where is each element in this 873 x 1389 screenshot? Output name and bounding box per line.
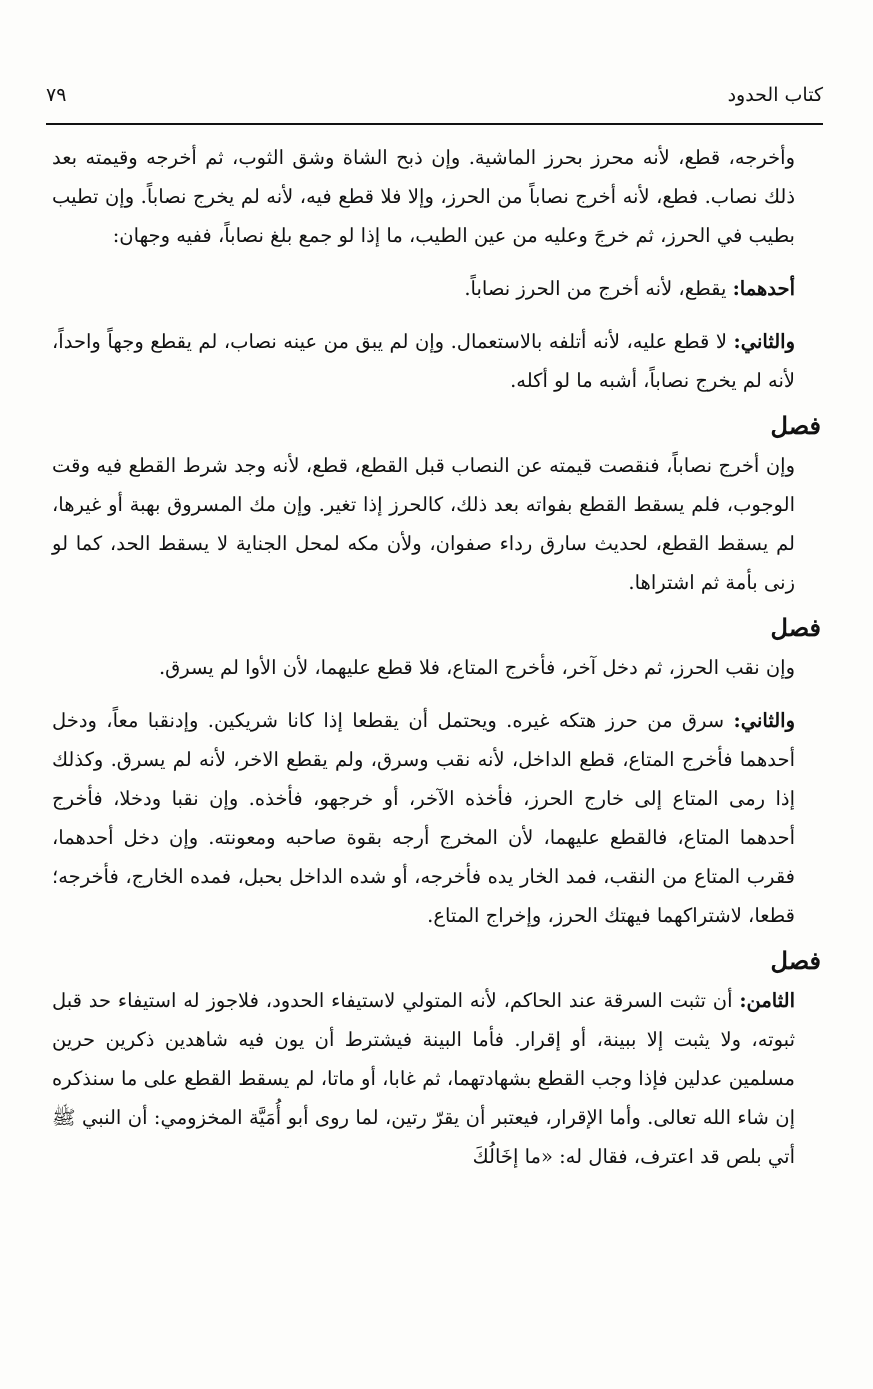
paragraph-5: وإن نقب الحرز، ثم دخل آخر، فأخرج المتاع، فلا قطع عليهما، لأن الأوا لم يسرق. xyxy=(158,656,795,679)
paragraph-2-lead: أحدهما: xyxy=(732,277,795,300)
paragraph-6-text: سرق من حرز هتكه غيره. ويحتمل أن يقطعا إذا كانا شريكين. وإدنقبا معاً، ودخل أحدهما فأخرج المتاع، قطع الداخل، لأنه نقب وسرق، ولم يقطع الاخر، لأنه لم يسرق. وكذلك إذا رمى المتاع إلى خارج الحرز، فأخذه الآخر، أو خرجهو، فأخذه. وإن نقبا ودخلا، فأخرج أحدهما المتاع، فالقطع عليهما، لأن المخرج أرجه بقوة صاحبه ومعونته. وإن دخل أحدهما، فقرب المتاع من النقب، فمد الخار يده فأخرجه، أو شده الداخل بحبل، فمده الخارج، فأخرجه؛ قطعا، لاشتراكهما فيهتك الحرز، وإخراج المتاع. xyxy=(52,709,795,927)
section-heading-1: فصل xyxy=(770,411,821,440)
paragraph-2 xyxy=(52,269,821,308)
section-heading-2: فصل xyxy=(770,613,821,642)
paragraph-7 xyxy=(52,981,821,1176)
paragraph-1: وأخرجه، قطع، لأنه محرز بحرز الماشية. وإن ذبح الشاة وشق الثوب، ثم أخرجه وقيمته بعد ذلك نصاب. فطع، لأنه أخرج نصاباً من الحرز، وإلا فلا قطع فيه، لأنه لم يخرج نصاباً. وإن تطيب بطيب في الحرز، ثم خرجَ وعليه من عين الطيب، ما إذا لو جمع بلغ نصاباً، ففيه وجهان: xyxy=(52,146,795,247)
paragraph-6 xyxy=(52,701,821,935)
paragraph-4: وإن أخرج نصاباً، فنقصت قيمته عن النصاب قبل القطع، قطع، لأنه وجد شرط القطع فيه وقت الوجوب، فلم يسقط القطع بفواته بعد ذلك، كالحرز إذا تغير. وإن مك المسروق بهبة أو غيرها، لم يسقط القطع، لحديث سارق رداء صفوان، ولأن مكه لمحل الجناية لا يسقط الحد، كما لو زنى بأمة ثم اشتراها. xyxy=(52,454,795,594)
paragraph-6-lead: والثاني: xyxy=(733,709,795,732)
paragraph-3-text: لا قطع عليه، لأنه أتلفه بالاستعمال. وإن لم يبق من عينه نصاب، لم يقطع وجهاً واحداً، لأنه لم يخرج نصاباً، أشبه ما لو أكله. xyxy=(52,330,795,392)
paragraph-2-text: يقطع، لأنه أخرج من الحرز نصاباً. xyxy=(464,277,733,300)
paragraph-7-lead: الثامن: xyxy=(739,989,795,1012)
page-number: ٧٩ xyxy=(46,84,67,106)
paragraph-3 xyxy=(52,322,821,400)
header-rule xyxy=(46,123,823,125)
section-heading-3: فصل xyxy=(770,946,821,975)
page-header xyxy=(46,78,823,112)
paragraph-7-text: أن تثبت السرقة عند الحاكم، لأنه المتولي لاستيفاء الحدود، فلاجوز له استيفاء حد قبل ثبوته، ولا يثبت إلا ببينة، أو إقرار. فأما البينة فيشترط أن يون فيه شاهدين ذكرين حرين مسلمين عدلين فإذا وجب القطع بشهادتهما، ثم غابا، أو ماتا، لم يسقط القطع على ما سنذكره إن شاء الله تعالى. وأما الإقرار، فيعتبر أن يقرّ رتين، لما روى أبو أُمَيَّة المخزومي: أن النبي ﷺ أتي بلص قد اعترف، فقال له: «ما إخَالُكَ xyxy=(52,989,795,1168)
page-body xyxy=(52,138,821,1176)
running-title: كتاب الحدود xyxy=(727,84,823,106)
paragraph-3-lead: والثاني: xyxy=(733,330,795,353)
